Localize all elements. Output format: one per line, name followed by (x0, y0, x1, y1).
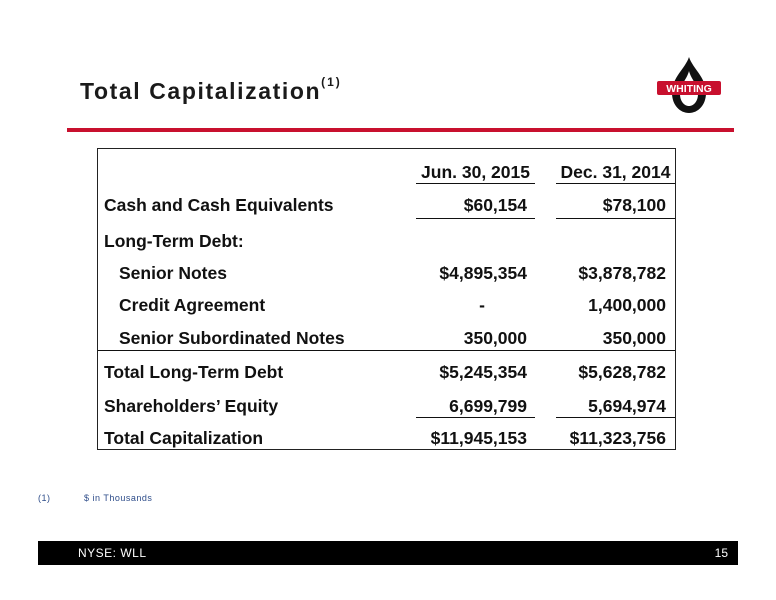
value-total-capitalization-2014: $11,323,756 (569, 428, 666, 448)
ticker-symbol: NYSE: WLL (78, 546, 147, 560)
cash-underline-2015 (416, 218, 535, 219)
whiting-logo (657, 55, 721, 115)
cash-underline-2014 (556, 218, 675, 219)
value-senior-notes-2015: $4,895,354 (439, 263, 527, 283)
row-label-total-capitalization: Total Capitalization (104, 428, 264, 448)
value-credit-agreement-2014: 1,400,000 (588, 295, 666, 315)
title-divider (67, 128, 734, 132)
value-total-capitalization-2015: $11,945,153 (430, 428, 527, 448)
row-label-senior-subordinated-notes: Senior Subordinated Notes (119, 328, 345, 348)
value-credit-agreement-2015: - (479, 295, 485, 315)
row-label-shareholders-equity: Shareholders’ Equity (104, 396, 279, 416)
value-senior-subordinated-notes-2015: 350,000 (463, 328, 527, 348)
row-label-total-long-term-debt: Total Long-Term Debt (104, 362, 284, 382)
value-senior-subordinated-notes-2014: 350,000 (602, 328, 666, 348)
title-footnote-marker: (1) (321, 75, 342, 90)
equity-underline-2015 (416, 417, 535, 418)
value-cash-2014: $78,100 (602, 195, 666, 215)
capitalization-table (97, 148, 676, 450)
total-debt-rule (98, 350, 675, 351)
value-cash-2015: $60,154 (463, 195, 527, 215)
logo-text: WHITING (666, 83, 712, 95)
footnote-marker: (1) (38, 493, 51, 503)
column-header-jun-2015: Jun. 30, 2015 (416, 162, 535, 184)
value-senior-notes-2014: $3,878,782 (578, 263, 666, 283)
slide-title: Total Capitalization$^{(1)}$ (80, 75, 342, 104)
row-label-long-term-debt: Long-Term Debt: (104, 231, 244, 251)
value-shareholders-equity-2015: 6,699,799 (449, 396, 527, 416)
equity-underline-2014 (556, 417, 675, 418)
value-total-long-term-debt-2015: $5,245,354 (439, 362, 527, 382)
footnote-text: $ in Thousands (84, 493, 153, 503)
column-header-dec-2014: Dec. 31, 2014 (556, 162, 675, 184)
page-number: 15 (714, 546, 728, 560)
value-shareholders-equity-2014: 5,694,974 (588, 396, 666, 416)
row-label-senior-notes: Senior Notes (119, 263, 227, 283)
row-label-cash: Cash and Cash Equivalents (104, 195, 334, 215)
row-label-credit-agreement: Credit Agreement (119, 295, 266, 315)
footer-bar (38, 541, 738, 565)
value-total-long-term-debt-2014: $5,628,782 (578, 362, 666, 382)
footnote (38, 493, 152, 503)
